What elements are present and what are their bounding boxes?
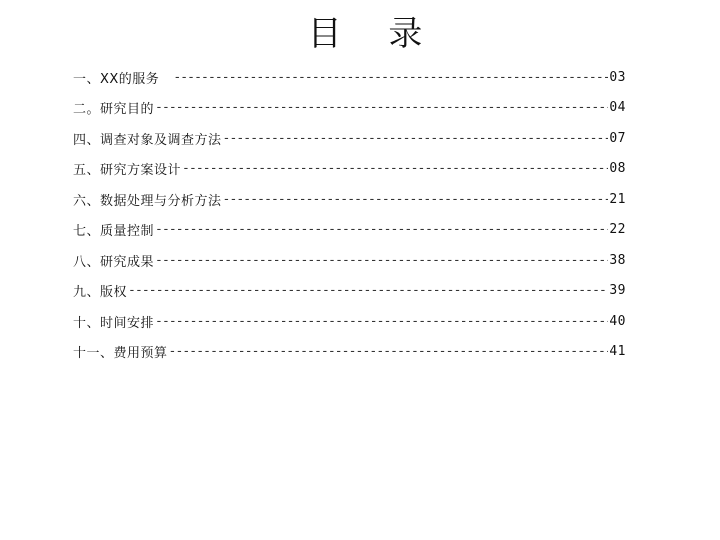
toc-entry-page-number: 08 [609,161,626,177]
toc-entry-title: 七、质量控制 [73,224,155,240]
dot-leader [155,314,608,329]
toc-entry-page-number: 40 [609,313,626,329]
toc-entry-page-number: 39 [609,283,626,299]
toc-entry-research-purpose[interactable] [73,93,626,124]
dot-leader [223,131,609,146]
toc-entry-title: 九、版权 [73,285,128,301]
dot-leader [223,192,609,207]
dot-leader [155,253,608,268]
toc-entry-title: 十、时间安排 [73,315,155,331]
table-of-contents [73,62,626,367]
toc-entry-data-analysis[interactable] [73,184,626,215]
dot-leader [128,283,608,298]
toc-entry-page-number: 38 [609,252,626,268]
toc-entry-title: 五、研究方案设计 [73,163,182,179]
toc-entry-title: 十一、费用预算 [73,346,168,362]
toc-entry-survey-subjects[interactable] [73,123,626,154]
dot-leader [169,344,609,359]
toc-entry-page-number: 03 [609,69,626,85]
dot-leader [182,161,608,176]
toc-entry-title: 一、XX的服务 [73,71,160,87]
toc-entry-page-number: 21 [609,191,626,207]
page-title: 目 录 [307,14,441,54]
toc-entry-service[interactable] [73,62,626,93]
toc-entry-page-number: 07 [609,130,626,146]
toc-entry-page-number: 41 [609,344,626,360]
dot-leader [173,70,608,85]
toc-entry-budget[interactable] [73,337,626,368]
toc-entry-page-number: 04 [609,100,626,116]
dot-leader [155,100,608,115]
toc-entry-research-results[interactable] [73,245,626,276]
toc-entry-title: 八、研究成果 [73,254,155,270]
toc-entry-title: 四、调查对象及调查方法 [73,132,222,148]
toc-entry-page-number: 22 [609,222,626,238]
dot-leader [155,222,608,237]
toc-entry-schedule[interactable] [73,306,626,337]
toc-entry-copyright[interactable] [73,276,626,307]
toc-entry-title: 六、数据处理与分析方法 [73,193,222,209]
toc-entry-research-design[interactable] [73,154,626,185]
toc-entry-title: 二。研究目的 [73,102,155,118]
toc-entry-quality-control[interactable] [73,215,626,246]
